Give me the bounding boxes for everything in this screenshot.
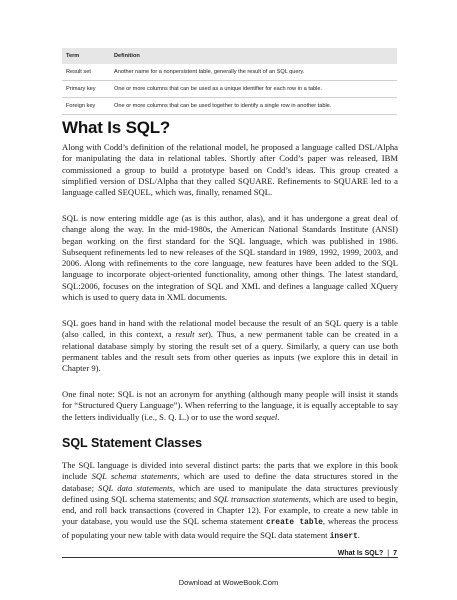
page-number: 7 <box>393 550 397 557</box>
definition-cell: One or more columns that can be used together to identify a single row in another table. <box>110 98 397 115</box>
term-definition-table <box>62 48 397 115</box>
text-run: One final note: SQL is not an acronym for anything (although many people will insist it stands for “Structured Query Language”). When referring to the language, it is equally acceptable to say the letters individually (i.e., S. Q. L.) or to use the word <box>62 389 398 422</box>
page-footer <box>334 550 397 557</box>
text-run: The SQL language is divided into several distinct parts: the parts that we explore in this book include <box>62 460 398 482</box>
text-run: SQL goes hand in hand with the relational model because the result of an SQL query is a table (also called, in this context, a <box>62 318 398 340</box>
header-definition: Definition <box>110 48 397 64</box>
paragraph-history: Along with Codd’s definition of the relational model, he proposed a language called DSL/Alpha for manipulating the data in relational tables. Shortly after Codd’s paper was released, IBM commissioned a group to build a prototype based on Codd’s ideas. This group created a simplified version of DSL/Alpha that they called SQUARE. Refinements to SQUARE led to a language called SEQUEL, which was, finally, renamed SQL. <box>62 142 398 198</box>
paragraph-result-sets <box>62 318 398 374</box>
download-watermark: Download at WoweBook.Com <box>178 578 279 587</box>
emphasis-sequel: sequel <box>255 411 278 422</box>
subsection-heading: SQL Statement Classes <box>62 436 203 450</box>
table-header-row <box>62 48 397 64</box>
footer-separator: | <box>387 550 390 557</box>
text-run: , which are used to define the data structures stored in the database; <box>62 471 398 493</box>
header-term: Term <box>62 48 110 64</box>
definition-cell: One or more columns that can be used as a unique identifier for each row in a table. <box>110 81 397 98</box>
footer-section-title: What Is SQL? <box>337 550 384 557</box>
text-run: , whereas the process of populating your new table with data would require the SQL data statement <box>62 516 398 540</box>
text-run: , which are used to begin, end, and roll back transactions (covered in Chapter 12). For example, to create a new table in your database, you would use the SQL schema statement <box>62 493 398 527</box>
emphasis-data-statements: SQL data statements <box>98 482 173 493</box>
paragraph-statement-classes <box>62 460 398 543</box>
definition-cell: Another name for a nonpersistent table, generally the result of an SQL query. <box>110 64 397 81</box>
term-cell: Primary key <box>62 81 110 98</box>
text-run: . <box>357 529 360 540</box>
emphasis-transaction-statements: SQL transaction statements <box>213 493 309 504</box>
term-cell: Result set <box>62 64 110 81</box>
code-insert: insert <box>329 532 358 541</box>
table-row <box>62 81 397 98</box>
term-cell: Foreign key <box>62 98 110 115</box>
text-run: ). Thus, a new permanent table can be created in a relational database simply by storing the result set of a query. Similarly, a query can use both permanent tables and the result sets from other queries as inputs (we explore this in detail in Chapter 9). <box>62 329 398 374</box>
text-run: , which are used to manipulate the data structures previously defined using SQL schema statements; and <box>62 482 398 504</box>
paragraph-acronym-note <box>62 389 398 423</box>
footer-divider <box>62 557 398 558</box>
emphasis-result-set: result set <box>175 329 209 340</box>
section-heading: What Is SQL? <box>62 118 171 137</box>
emphasis-schema-statements: SQL schema statements <box>91 471 178 482</box>
table-row <box>62 98 397 115</box>
table-row <box>62 64 397 81</box>
text-run: . <box>277 411 280 422</box>
paragraph-standards: SQL is now entering middle age (as is this author, alas), and it has undergone a great deal of change along the way. In the mid-1980s, the American National Standards Institute (ANSI) began working on the first standard for the SQL language, which was published in 1986. Subsequent refinements led to new releases of the SQL standard in 1989, 1992, 1999, 2003, and 2006. Along with refinements to the core language, new features have been added to the SQL language to incorporate object-oriented functionality, among other things. The latest standard, SQL:2006, focuses on the integration of SQL and XML and defines a language called XQuery which is used to query data in XML documents. <box>62 213 398 303</box>
code-create-table: create table <box>266 519 323 528</box>
